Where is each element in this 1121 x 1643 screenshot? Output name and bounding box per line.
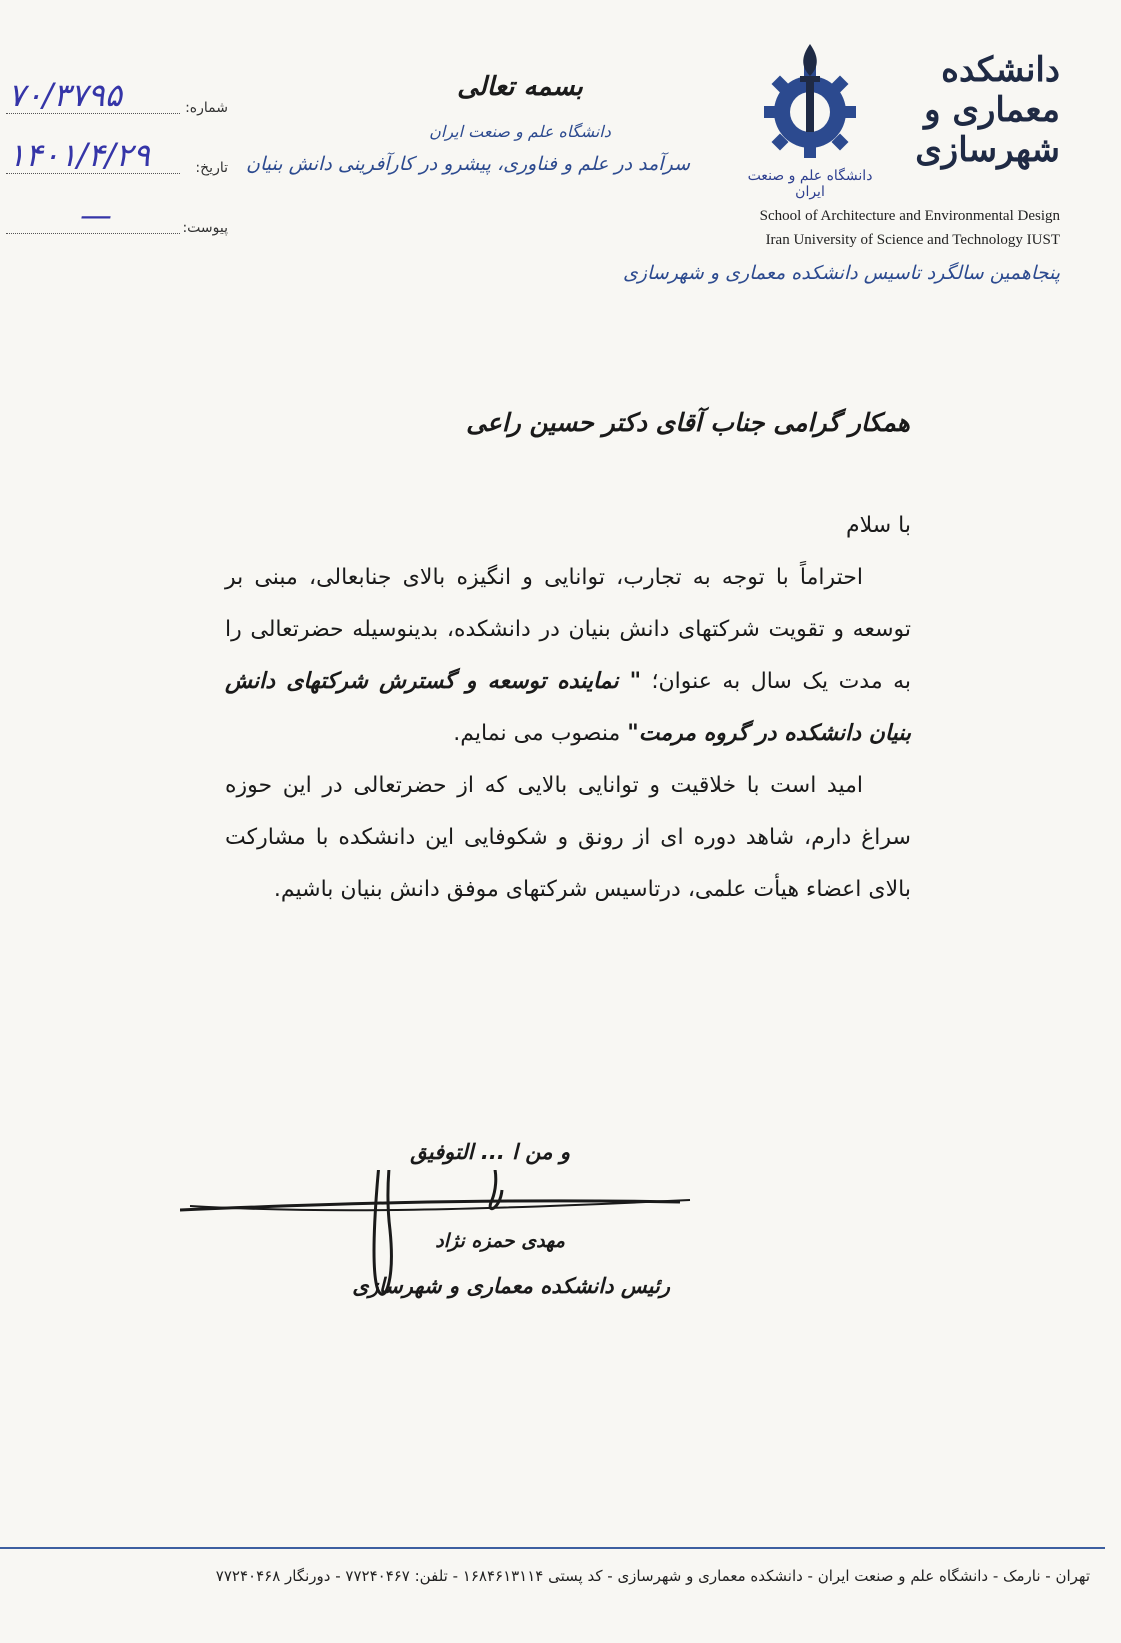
closing-phrase: و من ا ... التوفیق bbox=[410, 1140, 570, 1164]
university-name-center: دانشگاه علم و صنعت ایران bbox=[429, 122, 611, 141]
appointment-title: " نماینده توسعه و گسترش شرکتهای دانش بنیان دانشکده در گروه مرمت" bbox=[225, 669, 911, 746]
paragraph-hope: امید است با خلاقیت و توانایی بالایی که از حضرتعالی در این حوزه سراغ دارم، شاهد دوره ای از رونق و شکوفایی این دانشکده با مشارکت بالای اعضاء هیأت علمی، درتاسیس شرکتهای موفق دانش بنیان باشیم. bbox=[225, 773, 911, 902]
meta-attachment-label: پیوست: bbox=[182, 220, 228, 236]
signer-name: مهدی حمزه نژاد bbox=[435, 1230, 565, 1252]
bismillah-heading: بسمه تعالی bbox=[457, 72, 583, 102]
handwritten-signature bbox=[180, 1170, 740, 1350]
signer-title: رئیس دانشکده معماری و شهرسازی bbox=[352, 1274, 670, 1298]
gear-torch-logo-icon bbox=[750, 40, 870, 170]
letter-body bbox=[225, 500, 911, 916]
meta-date-label: تاریخ: bbox=[195, 160, 228, 176]
footer-address: تهران - نارمک - دانشگاه علم و صنعت ایران - دانشکده معماری و شهرسازی - کد پستی ۱۶۸۴۶۱۳۱۱۴ - تلفن: ۷۷۲۴۰۴۶۷ - دورنگار ۷۷۲۴۰۴۶۸ bbox=[215, 1567, 1090, 1585]
university-motto: سرآمد در علم و فناوری، پیشرو در کارآفرینی دانش بنیان bbox=[246, 153, 690, 175]
footer-rule bbox=[0, 1547, 1105, 1549]
faculty-name-fa: دانشکده معماری و شهرسازی bbox=[915, 50, 1060, 170]
meta-date-value: ۱۴۰۱/۴/۲۹ bbox=[8, 136, 150, 174]
meta-attachment-row bbox=[0, 190, 232, 250]
paragraph-appointment-part1: احتراماً با توجه به تجارب، توانایی و انگیزه بالای جنابعالی، مبنی بر توسعه و تقویت شرکتهای دانش بنیان در دانشکده، بدینوسیله حضرتعالی را به مدت یک سال به عنوان؛ bbox=[225, 565, 912, 694]
center-header bbox=[246, 72, 690, 175]
faculty-logo-block bbox=[622, 40, 1060, 310]
greeting: با سلام bbox=[845, 513, 911, 538]
paragraph-appointment-part2: منصوب می نمایم. bbox=[453, 721, 628, 746]
meta-attachment-value: — bbox=[80, 196, 112, 234]
university-name-en: Iran University of Science and Technology IUST bbox=[765, 232, 1060, 248]
anniversary-line: پنجاهمین سالگرد تاسیس دانشکده معماری و شهرسازی bbox=[622, 262, 1060, 284]
paragraph-appointment bbox=[225, 552, 911, 760]
meta-number-row bbox=[0, 70, 232, 130]
meta-date-row bbox=[0, 130, 232, 190]
university-name-small-fa: دانشگاه علم و صنعت ایران bbox=[747, 168, 873, 200]
meta-number-value: ۷۰/۳۷۹۵ bbox=[8, 76, 122, 114]
meta-number-label: شماره: bbox=[185, 100, 228, 116]
faculty-name-en: School of Architecture and Environmental Design bbox=[759, 208, 1060, 224]
letter-meta bbox=[0, 70, 232, 250]
recipient-line: همکار گرامی جناب آقای دکتر حسین راعی bbox=[466, 408, 910, 437]
